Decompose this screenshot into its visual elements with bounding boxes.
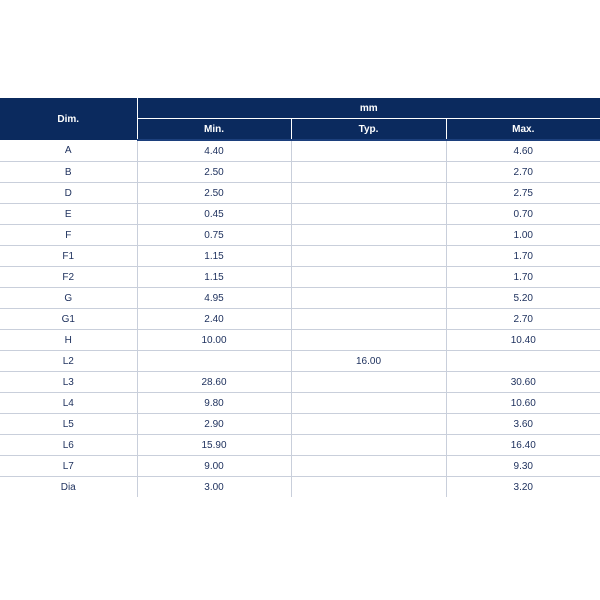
typ-cell (291, 162, 446, 183)
max-cell: 1.70 (446, 267, 600, 288)
dim-cell: L5 (0, 414, 137, 435)
typ-cell (291, 140, 446, 162)
table-row (0, 414, 600, 435)
max-cell: 4.60 (446, 140, 600, 162)
max-cell: 30.60 (446, 372, 600, 393)
table-row (0, 309, 600, 330)
header-row-top (0, 98, 600, 119)
dim-cell: D (0, 183, 137, 204)
unit-header: mm (137, 98, 600, 119)
min-cell: 9.00 (137, 456, 291, 477)
table-row (0, 435, 600, 456)
table-row (0, 162, 600, 183)
typ-cell (291, 456, 446, 477)
dim-cell: E (0, 204, 137, 225)
typ-cell (291, 372, 446, 393)
max-cell: 3.20 (446, 477, 600, 498)
min-cell: 2.40 (137, 309, 291, 330)
min-cell: 0.75 (137, 225, 291, 246)
typ-cell (291, 330, 446, 351)
typ-cell (291, 435, 446, 456)
min-cell: 0.45 (137, 204, 291, 225)
max-cell: 9.30 (446, 456, 600, 477)
typ-cell (291, 477, 446, 498)
typ-cell (291, 393, 446, 414)
min-column-header: Min. (137, 119, 291, 141)
typ-cell (291, 288, 446, 309)
dimensions-table (0, 98, 600, 497)
max-cell: 1.70 (446, 246, 600, 267)
table-row (0, 246, 600, 267)
min-cell: 2.50 (137, 162, 291, 183)
typ-column-header: Typ. (291, 119, 446, 141)
typ-cell (291, 309, 446, 330)
min-cell: 9.80 (137, 393, 291, 414)
table-header (0, 98, 600, 140)
max-cell: 3.60 (446, 414, 600, 435)
typ-cell (291, 204, 446, 225)
table-row (0, 267, 600, 288)
min-cell: 1.15 (137, 246, 291, 267)
table-row (0, 477, 600, 498)
table-row (0, 351, 600, 372)
min-cell: 2.50 (137, 183, 291, 204)
table-row (0, 140, 600, 162)
dim-column-header: Dim. (0, 98, 137, 140)
min-cell: 4.95 (137, 288, 291, 309)
dim-cell: G1 (0, 309, 137, 330)
min-cell: 4.40 (137, 140, 291, 162)
dim-cell: L2 (0, 351, 137, 372)
dim-cell: B (0, 162, 137, 183)
typ-cell (291, 414, 446, 435)
max-cell: 10.60 (446, 393, 600, 414)
min-cell: 3.00 (137, 477, 291, 498)
min-cell: 1.15 (137, 267, 291, 288)
dim-cell: F (0, 225, 137, 246)
max-cell: 2.70 (446, 162, 600, 183)
table-row (0, 288, 600, 309)
dim-cell: F1 (0, 246, 137, 267)
min-cell: 15.90 (137, 435, 291, 456)
max-cell: 0.70 (446, 204, 600, 225)
table-row (0, 456, 600, 477)
dim-cell: L4 (0, 393, 137, 414)
typ-cell (291, 225, 446, 246)
min-cell: 28.60 (137, 372, 291, 393)
dim-cell: L6 (0, 435, 137, 456)
max-cell: 2.70 (446, 309, 600, 330)
dim-cell: G (0, 288, 137, 309)
dim-cell: F2 (0, 267, 137, 288)
dim-cell: A (0, 140, 137, 162)
table-row (0, 183, 600, 204)
table-row (0, 225, 600, 246)
table-body (0, 140, 600, 497)
max-cell: 16.40 (446, 435, 600, 456)
table-row (0, 393, 600, 414)
typ-cell (291, 267, 446, 288)
max-cell: 10.40 (446, 330, 600, 351)
max-cell: 1.00 (446, 225, 600, 246)
max-cell (446, 351, 600, 372)
dim-cell: H (0, 330, 137, 351)
max-column-header: Max. (446, 119, 600, 141)
max-cell: 5.20 (446, 288, 600, 309)
dim-cell: Dia (60, 481, 76, 493)
dim-cell: L7 (0, 456, 137, 477)
typ-cell (291, 246, 446, 267)
table-row (0, 204, 600, 225)
min-cell: 10.00 (137, 330, 291, 351)
min-cell: 2.90 (137, 414, 291, 435)
table-row (0, 372, 600, 393)
typ-cell (291, 183, 446, 204)
typ-cell: 16.00 (291, 351, 446, 372)
max-cell: 2.75 (446, 183, 600, 204)
dim-cell: L3 (0, 372, 137, 393)
table-row (0, 330, 600, 351)
min-cell (137, 351, 291, 372)
